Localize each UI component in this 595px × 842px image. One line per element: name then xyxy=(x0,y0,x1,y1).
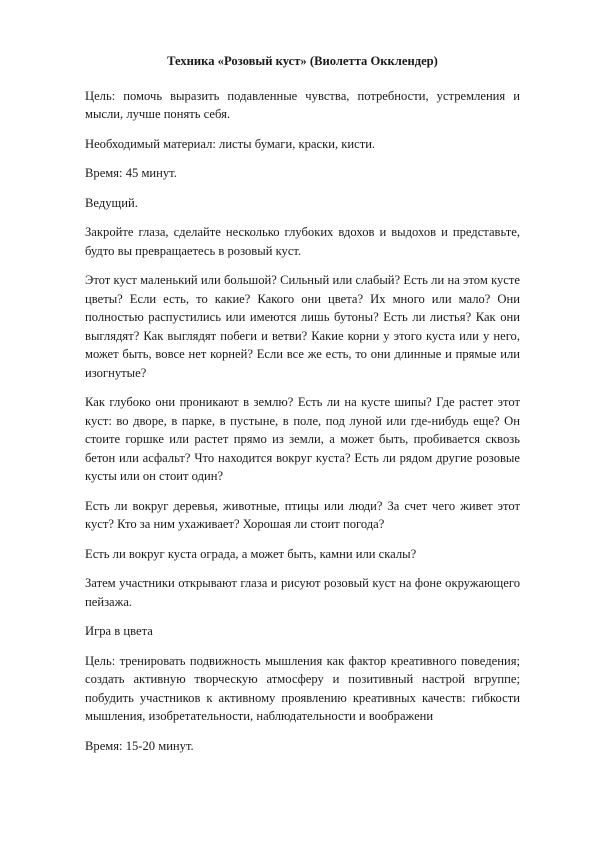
paragraph-leader: Ведущий. xyxy=(85,195,138,210)
paragraph-instruction: Закройте глаза, сделайте несколько глубоких вдохов и выдохов и представьте, будто вы превращаетесь в розовый куст. xyxy=(85,225,520,258)
paragraph-materials: Необходимый материал: листы бумаги, краски, кисти. xyxy=(85,136,376,151)
paragraph-game-time: Время: 15-20 минут. xyxy=(85,738,194,753)
document-title: Техника «Розовый куст» (Виолетта Окклендер) xyxy=(167,54,438,68)
paragraph-questions-1: Этот куст маленький или большой? Сильный или слабый? Есть ли на этом кусте цветы? Если есть, то какие? Какого они цвета? Их много или мало? Они полностью распустились или имеются лишь бутоны? Есть ли листья? Как они выглядят? Как выглядят побеги и ветви? Какие корни у этого куста или у него, может быть, вовсе нет корней? Если все же есть, то они длинные и прямые или изогнутые? xyxy=(85,273,520,380)
document-page xyxy=(85,52,520,766)
paragraph-game-goal: Цель: тренировать подвижность мышления как фактор креативного поведения; создать активную творческую атмосферу и позитивный настрой вгруппе; побудить участников к активному проявлению креативных качеств: гибкости мышления, изобретательности, наблюдательности и воображени xyxy=(85,653,520,723)
paragraph-time: Время: 45 минут. xyxy=(85,166,177,180)
section-heading-color-game: Игра в цвета xyxy=(85,624,153,638)
paragraph-goal: Цель: помочь выразить подавленные чувства, потребности, устремления и мысли, лучше понять себя. xyxy=(85,88,520,121)
paragraph-questions-4: Есть ли вокруг куста ограда, а может быть, камни или скалы? xyxy=(85,546,417,561)
paragraph-questions-3: Есть ли вокруг деревья, животные, птицы или люди? За счет чего живет этот куст? Кто за ним ухаживает? Хорошая ли стоит погода? xyxy=(85,498,520,531)
paragraph-questions-2: Как глубоко они проникают в землю? Есть ли на кусте шипы? Где растет этот куст: во дворе, в парке, в пустыне, в поле, под луной или где-нибудь еще? Он стоите горшке или растет прямо из земли, а может быть, пробивается сквозь бетон или асфальт? Что находится вокруг куста? Есть ли рядом другие розовые кусты или он стоит один? xyxy=(85,395,520,483)
paragraph-drawing: Затем участники открывают глаза и рисуют розовый куст на фоне окружающего пейзажа. xyxy=(85,576,520,609)
